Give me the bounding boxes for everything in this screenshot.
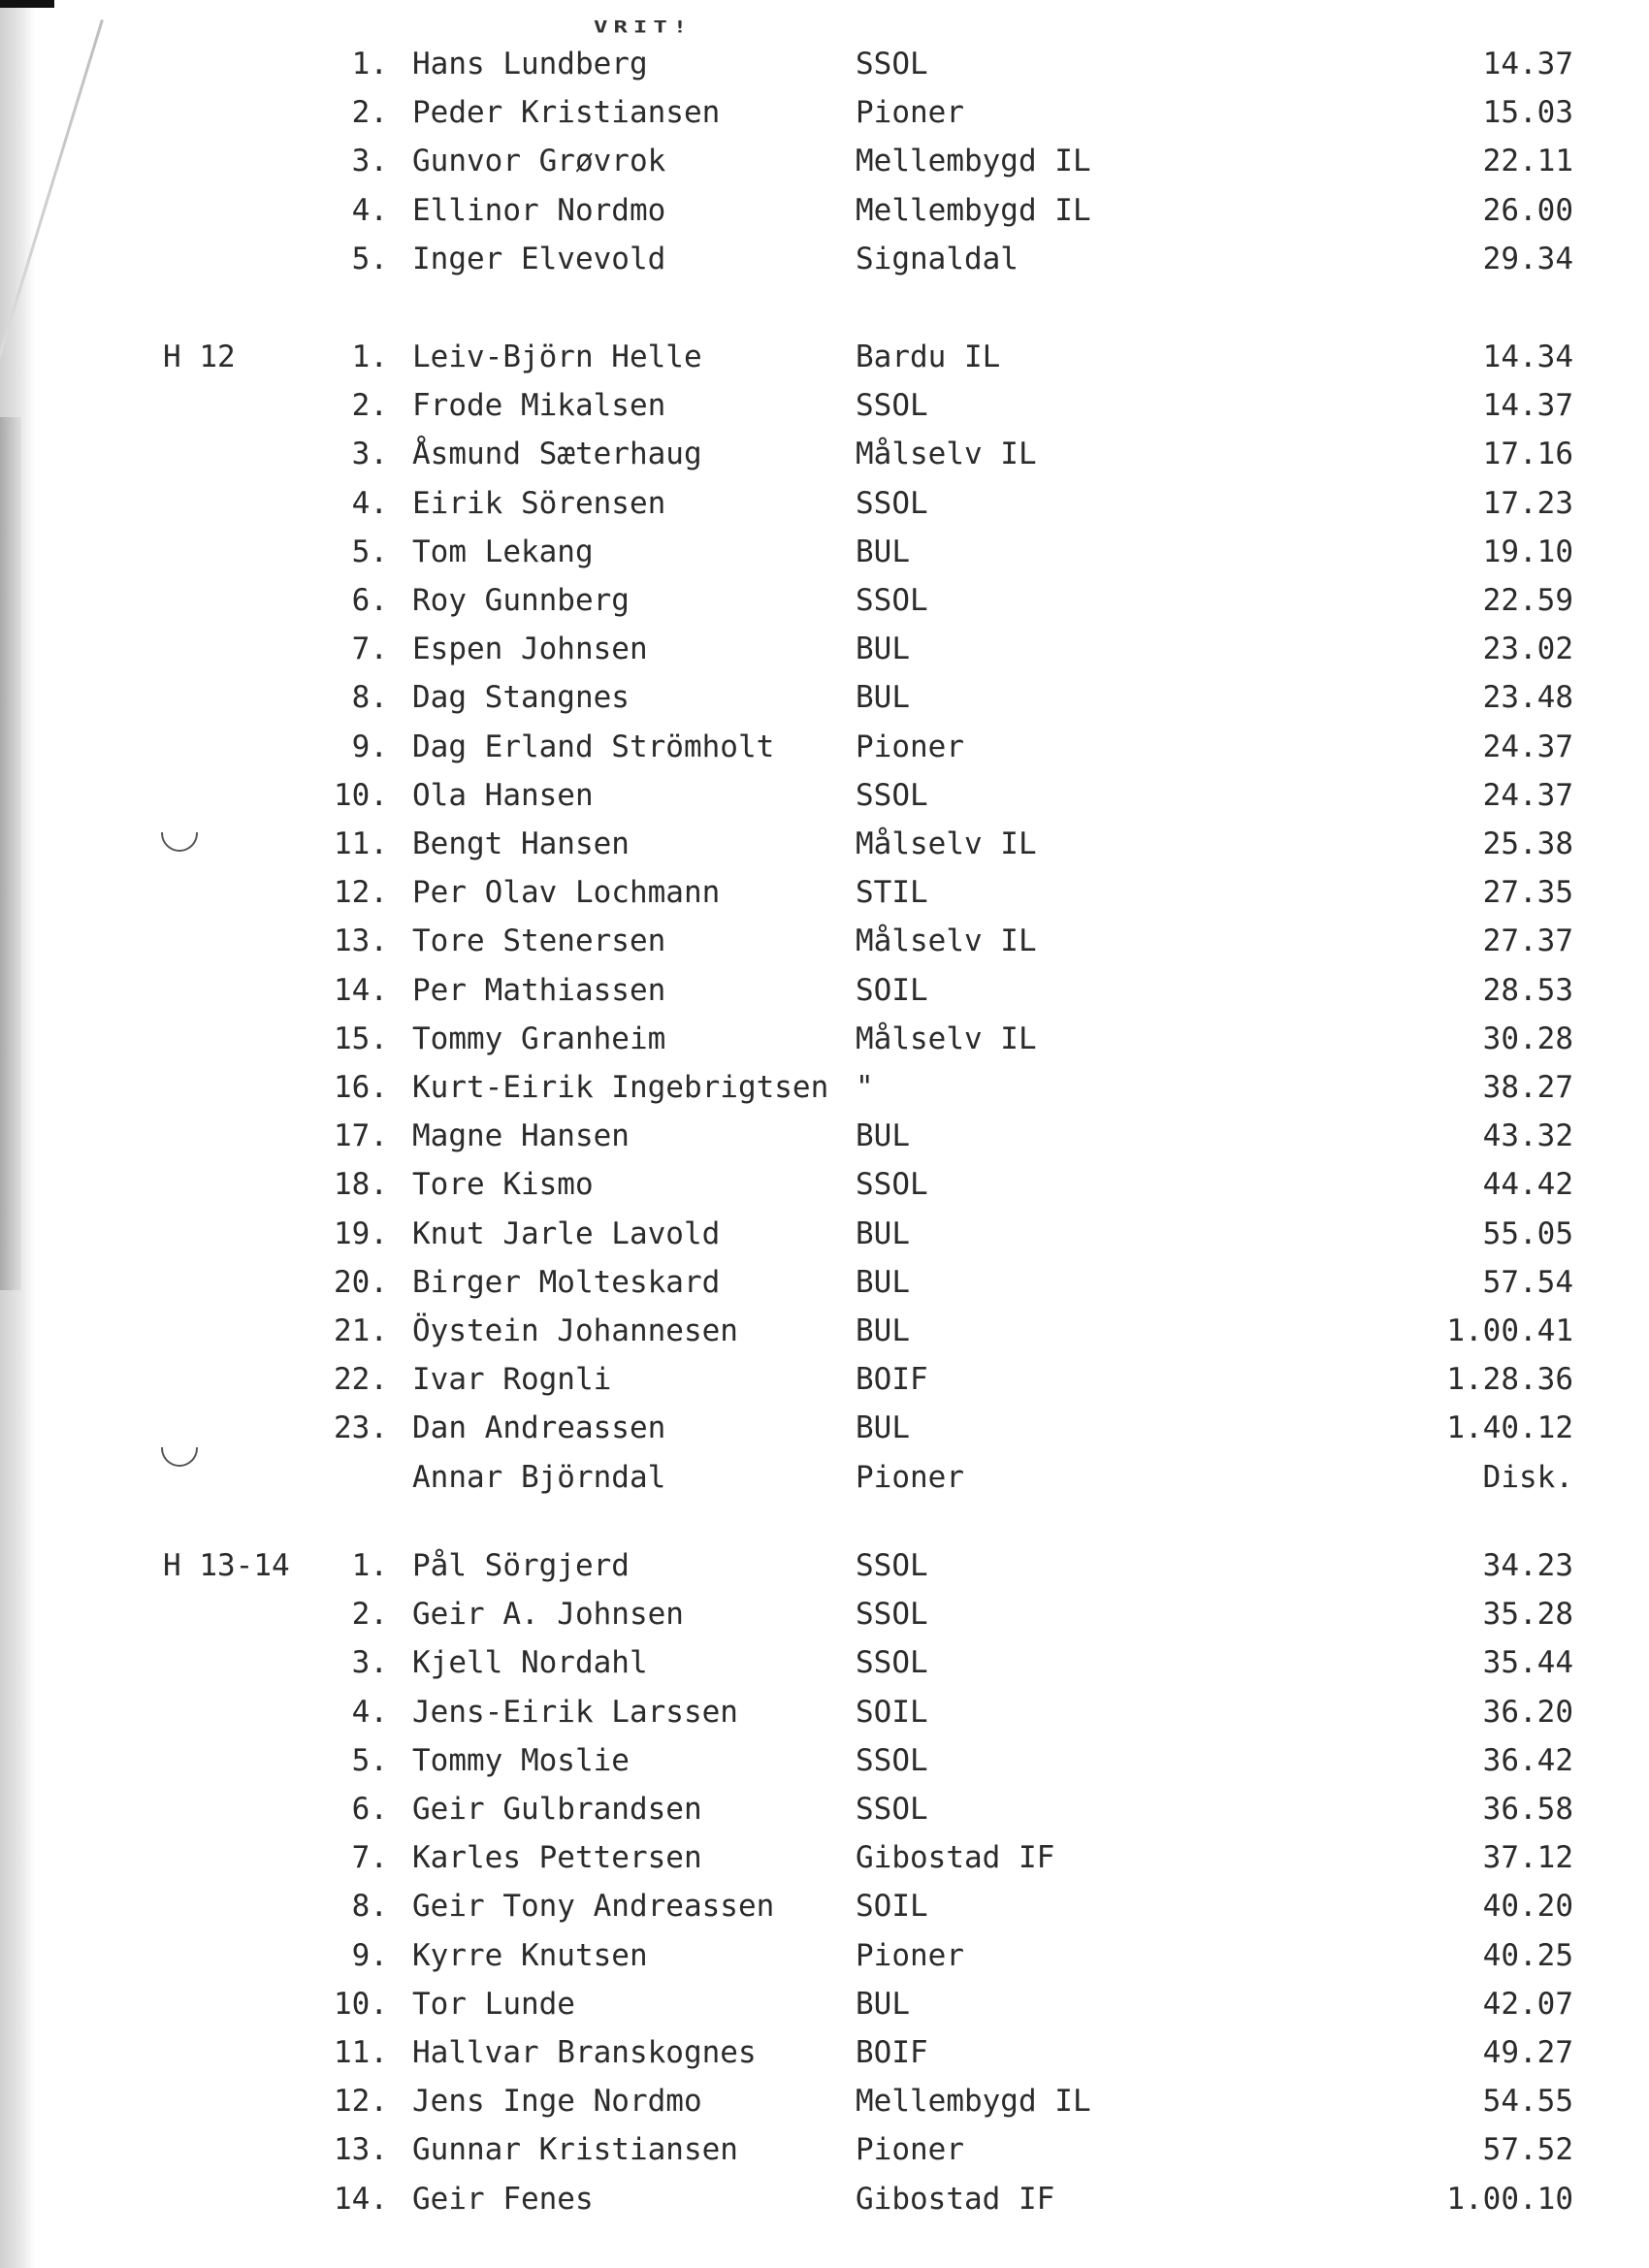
placement: 2.: [351, 388, 388, 424]
club-name: Pioner: [856, 1937, 964, 1973]
result-row: [0, 1115, 1649, 1157]
placement: 10.: [334, 1986, 388, 2022]
club-name: BOIF: [856, 1362, 928, 1398]
club-name: SSOL: [856, 583, 928, 618]
placement: 12.: [334, 875, 388, 911]
result-row: [0, 1407, 1649, 1449]
club-name: Målselv IL: [856, 1021, 1037, 1056]
placement: 1.: [351, 340, 388, 374]
result-row: [0, 238, 1649, 280]
club-name: Pioner: [856, 729, 964, 764]
placement: 12.: [334, 2084, 388, 2120]
result-row: [0, 823, 1649, 865]
result-row: [0, 91, 1649, 134]
finish-time: 49.27: [1482, 2035, 1573, 2070]
placement: 22.: [334, 1362, 388, 1398]
result-row: [0, 1593, 1649, 1636]
runner-name: Ola Hansen: [412, 777, 594, 813]
club-name: Gibostad IF: [856, 2181, 1055, 2217]
club-name: BUL: [856, 1313, 910, 1348]
runner-name: Geir Tony Andreassen: [412, 1889, 775, 1925]
club-name: SSOL: [856, 47, 928, 81]
finish-time: 23.48: [1482, 680, 1573, 716]
result-row: [0, 2080, 1649, 2122]
club-name: STIL: [856, 875, 928, 911]
finish-time: 57.52: [1482, 2132, 1573, 2168]
result-row: [0, 433, 1649, 475]
runner-name: Geir Gulbrandsen: [412, 1792, 702, 1827]
placement: 11.: [334, 826, 388, 861]
runner-name: Tommy Moslie: [412, 1742, 630, 1778]
club-name: Mellembygd IL: [856, 2084, 1091, 2120]
runner-name: Tom Lekang: [412, 534, 594, 569]
runner-name: Per Olav Lochmann: [412, 875, 721, 911]
club-name: Signaldal: [856, 241, 1018, 276]
result-row: [0, 1456, 1649, 1499]
club-name: SSOL: [856, 1742, 928, 1778]
result-row: [0, 1983, 1649, 2025]
placement: 9.: [351, 729, 388, 764]
finish-time: 14.37: [1482, 388, 1573, 424]
result-row: [0, 628, 1649, 670]
runner-name: Frode Mikalsen: [412, 388, 666, 424]
runner-name: Åsmund Sæterhaug: [412, 437, 702, 472]
club-name: Målselv IL: [856, 826, 1037, 861]
club-name: BUL: [856, 632, 910, 667]
placement: 5.: [351, 1742, 388, 1778]
runner-name: Jens Inge Nordmo: [412, 2084, 702, 2120]
result-row: [0, 676, 1649, 719]
placement: 13.: [334, 923, 388, 959]
placement: 8.: [351, 1889, 388, 1925]
runner-name: Tore Stenersen: [412, 923, 666, 959]
runner-name: Dag Stangnes: [412, 680, 630, 716]
club-name: BUL: [856, 1264, 910, 1300]
placement: 2.: [351, 1597, 388, 1633]
runner-name: Per Mathiassen: [412, 972, 666, 1008]
runner-name: Espen Johnsen: [412, 632, 648, 667]
result-row: [0, 384, 1649, 427]
finish-time: 27.37: [1482, 923, 1573, 959]
finish-time: 17.23: [1482, 485, 1573, 521]
club-name: SOIL: [856, 1694, 928, 1730]
placement: 3.: [351, 1645, 388, 1681]
runner-name: Tommy Granheim: [412, 1021, 666, 1056]
finish-time: 26.00: [1482, 192, 1573, 228]
finish-time: 34.23: [1482, 1548, 1573, 1583]
runner-name: Roy Gunnberg: [412, 583, 630, 618]
placement: 6.: [351, 583, 388, 618]
placement: 5.: [351, 534, 388, 569]
placement: 21.: [334, 1313, 388, 1348]
result-row: [0, 1691, 1649, 1733]
club-name: Bardu IL: [856, 340, 1001, 374]
runner-name: Inger Elvevold: [412, 241, 666, 276]
result-row: [0, 1018, 1649, 1060]
finish-time: 44.42: [1482, 1167, 1573, 1203]
finish-time: 42.07: [1482, 1986, 1573, 2022]
result-row: [0, 531, 1649, 573]
placement: 14.: [334, 2181, 388, 2217]
placement: 14.: [334, 972, 388, 1008]
finish-time: 1.00.10: [1446, 2181, 1573, 2217]
placement: 11.: [334, 2035, 388, 2070]
finish-time: 36.42: [1482, 1742, 1573, 1778]
result-row: [0, 1310, 1649, 1352]
finish-time: 24.37: [1482, 729, 1573, 764]
finish-time: 57.54: [1482, 1264, 1573, 1300]
club-name: SSOL: [856, 1548, 928, 1583]
result-row: [0, 482, 1649, 525]
result-row: [0, 871, 1649, 914]
result-row: [0, 969, 1649, 1012]
placement: 13.: [334, 2132, 388, 2168]
placement: 1.: [351, 47, 388, 81]
runner-name: Geir A. Johnsen: [412, 1597, 684, 1633]
finish-time: 55.05: [1482, 1215, 1573, 1251]
finish-time: 27.35: [1482, 875, 1573, 911]
runner-name: Birger Molteskard: [412, 1264, 721, 1300]
result-row: [0, 1739, 1649, 1782]
runner-name: Tore Kismo: [412, 1167, 594, 1203]
finish-time: Disk.: [1482, 1459, 1573, 1495]
runner-name: Tor Lunde: [412, 1986, 575, 2022]
club-name: SSOL: [856, 1167, 928, 1203]
club-name: Målselv IL: [856, 923, 1037, 959]
placement: 20.: [334, 1264, 388, 1300]
runner-name: Pål Sörgjerd: [412, 1548, 630, 1583]
class-label: H 12: [163, 340, 236, 374]
result-row: [0, 1934, 1649, 1977]
club-name: BUL: [856, 534, 910, 569]
result-row: [0, 189, 1649, 232]
result-row: [0, 1163, 1649, 1206]
club-name: Mellembygd IL: [856, 144, 1091, 179]
result-row: [0, 2031, 1649, 2074]
result-row: [0, 140, 1649, 182]
runner-name: Hans Lundberg: [412, 47, 648, 81]
finish-time: 14.37: [1482, 47, 1573, 81]
result-row: [0, 1885, 1649, 1928]
result-row: [0, 1836, 1649, 1879]
club-name: Pioner: [856, 1459, 964, 1495]
placement: 1.: [351, 1548, 388, 1583]
placement: 7.: [351, 632, 388, 667]
finish-time: 29.34: [1482, 241, 1573, 276]
runner-name: Kyrre Knutsen: [412, 1937, 648, 1973]
finish-time: 1.00.41: [1446, 1313, 1573, 1348]
result-row: [0, 1066, 1649, 1109]
runner-name: Ivar Rognli: [412, 1362, 612, 1398]
runner-name: Eirik Sörensen: [412, 485, 666, 521]
placement: 3.: [351, 437, 388, 472]
finish-time: 1.28.36: [1446, 1362, 1573, 1398]
club-name: SSOL: [856, 1645, 928, 1681]
finish-time: 24.37: [1482, 777, 1573, 813]
result-row: [0, 920, 1649, 962]
club-name: SOIL: [856, 1889, 928, 1925]
finish-time: 17.16: [1482, 437, 1573, 472]
result-row: [0, 43, 1649, 85]
club-name: SSOL: [856, 1597, 928, 1633]
result-row: [0, 1213, 1649, 1255]
finish-time: 30.28: [1482, 1021, 1573, 1056]
placement: 15.: [334, 1021, 388, 1056]
runner-name: Öystein Johannesen: [412, 1313, 738, 1348]
finish-time: 1.40.12: [1446, 1410, 1573, 1446]
club-name: BUL: [856, 1410, 910, 1446]
finish-time: 36.20: [1482, 1694, 1573, 1730]
finish-time: 37.12: [1482, 1840, 1573, 1876]
finish-time: 19.10: [1482, 534, 1573, 569]
runner-name: Gunvor Grøvrok: [412, 144, 666, 179]
result-row: [0, 2178, 1649, 2220]
result-row: [0, 1544, 1649, 1587]
runner-name: Magne Hansen: [412, 1118, 630, 1154]
result-row: [0, 1358, 1649, 1401]
finish-time: 22.11: [1482, 144, 1573, 179]
placement: 5.: [351, 241, 388, 276]
finish-time: 35.28: [1482, 1597, 1573, 1633]
runner-name: Kurt-Eirik Ingebrigtsen: [412, 1070, 829, 1105]
runner-name: Gunnar Kristiansen: [412, 2132, 738, 2168]
placement: 19.: [334, 1215, 388, 1251]
placement: 4.: [351, 192, 388, 228]
finish-time: 14.34: [1482, 340, 1573, 374]
class-label: H 13-14: [163, 1548, 290, 1583]
placement: 23.: [334, 1410, 388, 1446]
runner-name: Ellinor Nordmo: [412, 192, 666, 228]
club-name: SSOL: [856, 777, 928, 813]
result-row: [0, 579, 1649, 622]
club-name: BUL: [856, 680, 910, 716]
finish-time: 36.58: [1482, 1792, 1573, 1827]
result-row: [0, 774, 1649, 817]
finish-time: 28.53: [1482, 972, 1573, 1008]
placement: 10.: [334, 777, 388, 813]
placement: 17.: [334, 1118, 388, 1154]
club-name: Målselv IL: [856, 437, 1037, 472]
result-row: [0, 726, 1649, 768]
runner-name: Karles Pettersen: [412, 1840, 702, 1876]
runner-name: Jens-Eirik Larssen: [412, 1694, 738, 1730]
placement: 4.: [351, 485, 388, 521]
club-name: BUL: [856, 1986, 910, 2022]
runner-name: Annar Björndal: [412, 1459, 666, 1495]
placement: 9.: [351, 1937, 388, 1973]
result-row: [0, 336, 1649, 378]
placement: 16.: [334, 1070, 388, 1105]
club-name: BOIF: [856, 2035, 928, 2070]
runner-name: Leiv-Björn Helle: [412, 340, 702, 374]
finish-time: 15.03: [1482, 95, 1573, 131]
club-name: SOIL: [856, 972, 928, 1008]
club-name: BUL: [856, 1118, 910, 1154]
placement: 4.: [351, 1694, 388, 1730]
runner-name: Bengt Hansen: [412, 826, 630, 861]
header-scrawl: VRIT!: [594, 17, 694, 37]
runner-name: Geir Fenes: [412, 2181, 594, 2217]
placement: 8.: [351, 680, 388, 716]
runner-name: Peder Kristiansen: [412, 95, 721, 131]
club-name: ": [856, 1070, 874, 1105]
club-name: Mellembygd IL: [856, 192, 1091, 228]
runner-name: Hallvar Branskognes: [412, 2035, 757, 2070]
finish-time: 40.25: [1482, 1937, 1573, 1973]
runner-name: Kjell Nordahl: [412, 1645, 648, 1681]
result-row: [0, 2128, 1649, 2171]
runner-name: Dag Erland Strömholt: [412, 729, 775, 764]
result-row: [0, 1641, 1649, 1684]
club-name: Gibostad IF: [856, 1840, 1055, 1876]
runner-name: Dan Andreassen: [412, 1410, 666, 1446]
club-name: SSOL: [856, 388, 928, 424]
finish-time: 23.02: [1482, 632, 1573, 667]
runner-name: Knut Jarle Lavold: [412, 1215, 721, 1251]
club-name: BUL: [856, 1215, 910, 1251]
placement: 7.: [351, 1840, 388, 1876]
finish-time: 22.59: [1482, 583, 1573, 618]
finish-time: 43.32: [1482, 1118, 1573, 1154]
result-row: [0, 1261, 1649, 1304]
finish-time: 40.20: [1482, 1889, 1573, 1925]
corner-mark: [0, 0, 54, 8]
club-name: SSOL: [856, 1792, 928, 1827]
finish-time: 25.38: [1482, 826, 1573, 861]
placement: 18.: [334, 1167, 388, 1203]
finish-time: 35.44: [1482, 1645, 1573, 1681]
finish-time: 38.27: [1482, 1070, 1573, 1105]
finish-time: 54.55: [1482, 2084, 1573, 2120]
placement: 6.: [351, 1792, 388, 1827]
club-name: SSOL: [856, 485, 928, 521]
placement: 3.: [351, 144, 388, 179]
result-row: [0, 1788, 1649, 1831]
club-name: Pioner: [856, 95, 964, 131]
placement: 2.: [351, 95, 388, 131]
club-name: Pioner: [856, 2132, 964, 2168]
